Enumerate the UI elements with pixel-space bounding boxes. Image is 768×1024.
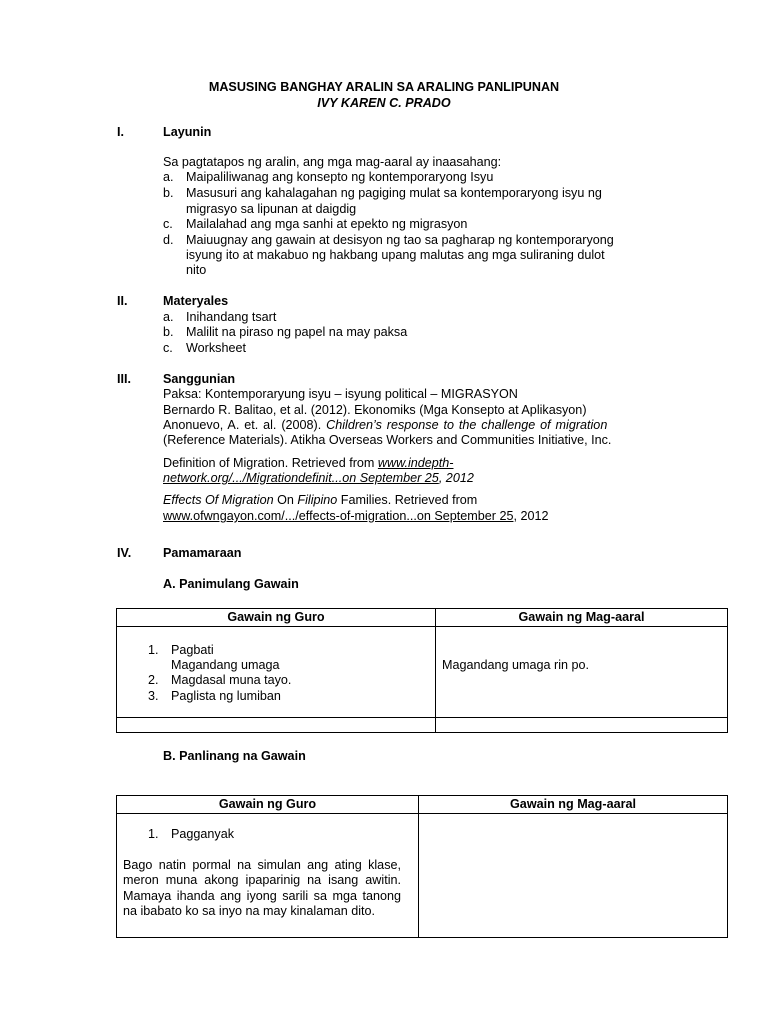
- reference-link[interactable]: network.org/.../Migrationdefinit...on September 25: [163, 471, 439, 485]
- list-marker: 1.: [148, 643, 159, 657]
- list-item: Paglista ng lumiban: [171, 689, 281, 703]
- list-marker: 2.: [148, 673, 159, 687]
- reference-entry-continued: network.org/.../Migrationdefinit...on September 25, 2012: [163, 471, 474, 485]
- list-marker: c.: [163, 341, 173, 355]
- reference-title: Children’s response to the challenge of migration: [326, 418, 608, 432]
- subsection-title: B. Panlinang na Gawain: [163, 749, 306, 763]
- table-panlinang-na-gawain: [116, 795, 728, 938]
- reference-entry: Bernardo R. Balitao, et al. (2012). Ekonomiks (Mga Konsepto at Aplikasyon): [163, 403, 587, 417]
- cell-paragraph: Bago natin pormal na simulan ang ating klase, meron muna akong ipaparinig na isang awitin. Mamaya ihanda ang iyong sarili sa mga tanong na ibabato ko sa inyo na may kinalaman dito.: [123, 858, 401, 919]
- column-header: Gawain ng Mag-aaral: [436, 609, 728, 627]
- list-marker: 3.: [148, 689, 159, 703]
- list-item: Worksheet: [186, 341, 246, 355]
- list-marker: c.: [163, 217, 173, 231]
- document-title: MASUSING BANGHAY ARALIN SA ARALING PANLIPUNAN: [208, 80, 560, 94]
- table-cell-guro: [117, 814, 419, 938]
- list-item: Pagganyak: [171, 827, 235, 841]
- list-item: Mailalahad ang mga sanhi at epekto ng migrasyon: [186, 217, 468, 231]
- reference-topic: Paksa: Kontemporaryung isyu – isyung political – MIGRASYON: [163, 387, 518, 401]
- list-marker: b.: [163, 186, 174, 200]
- section-title: Materyales: [163, 294, 229, 308]
- list-item-continued: migrasyo sa lipunan at daigdig: [186, 202, 357, 216]
- list-item: Maipaliliwanag ang konsepto ng kontemporaryong Isyu: [186, 170, 494, 184]
- list-item: Magandang umaga: [171, 658, 280, 672]
- list-item: Pagbati: [171, 643, 214, 657]
- list-item: Inihandang tsart: [186, 310, 277, 324]
- subsection-title: A. Panimulang Gawain: [163, 577, 299, 591]
- cell-text: Magandang umaga rin po.: [442, 658, 590, 672]
- objectives-intro: Sa pagtatapos ng aralin, ang mga mag-aaral ay inaasahang:: [163, 155, 502, 169]
- table-cell-guro: [117, 627, 436, 718]
- reference-link[interactable]: www.indepth-: [377, 456, 454, 470]
- list-item: Malilit na piraso ng papel na may paksa: [186, 325, 408, 339]
- table-cell-empty: [436, 718, 728, 733]
- section-title: Layunin: [163, 125, 212, 139]
- list-marker: a.: [163, 310, 174, 324]
- list-marker: a.: [163, 170, 174, 184]
- list-item: Maiuugnay ang gawain at desisyon ng tao sa pagharap ng kontemporaryong: [186, 233, 614, 247]
- table-cell-empty: [117, 718, 436, 733]
- reference-entry: Effects Of Migration On Filipino Families. Retrieved from: [163, 493, 478, 507]
- list-item: Masusuri ang kahalagahan ng pagiging mulat sa kontemporaryong isyu ng: [186, 186, 602, 200]
- section-number: I.: [117, 125, 124, 139]
- column-header: Gawain ng Guro: [117, 609, 436, 627]
- reference-link[interactable]: www.ofwngayon.com/.../effects-of-migration...on September 25: [163, 509, 514, 523]
- section-number: III.: [117, 372, 131, 386]
- section-number: IV.: [117, 546, 132, 560]
- list-item-continued: nito: [186, 263, 207, 277]
- reference-entry: Anonuevo, A. et. al. (2008). Children’s response to the challenge of migration: [163, 418, 608, 432]
- reference-entry-continued: www.ofwngayon.com/.../effects-of-migration...on September 25, 2012: [163, 509, 549, 523]
- table-cell-magaaral: [436, 627, 728, 718]
- column-header: Gawain ng Guro: [117, 796, 419, 814]
- list-marker: 1.: [148, 827, 159, 841]
- section-title: Pamamaraan: [163, 546, 242, 560]
- list-item: Magdasal muna tayo.: [171, 673, 292, 687]
- reference-entry: Definition of Migration. Retrieved from www.indepth-: [163, 456, 454, 470]
- column-header: Gawain ng Mag-aaral: [419, 796, 728, 814]
- section-title: Sanggunian: [163, 372, 236, 386]
- section-number: II.: [117, 294, 128, 308]
- table-panimulang-gawain: [116, 608, 728, 733]
- list-item-continued: isyung ito at makabuo ng hakbang upang malutas ang mga suliraning dulot: [186, 248, 605, 262]
- list-marker: b.: [163, 325, 174, 339]
- list-marker: d.: [163, 233, 174, 247]
- reference-entry-continued: (Reference Materials). Atikha Overseas Workers and Communities Initiative, Inc.: [163, 433, 612, 447]
- author-name: IVY KAREN C. PRADO: [317, 96, 451, 110]
- table-cell-magaaral: [419, 814, 728, 938]
